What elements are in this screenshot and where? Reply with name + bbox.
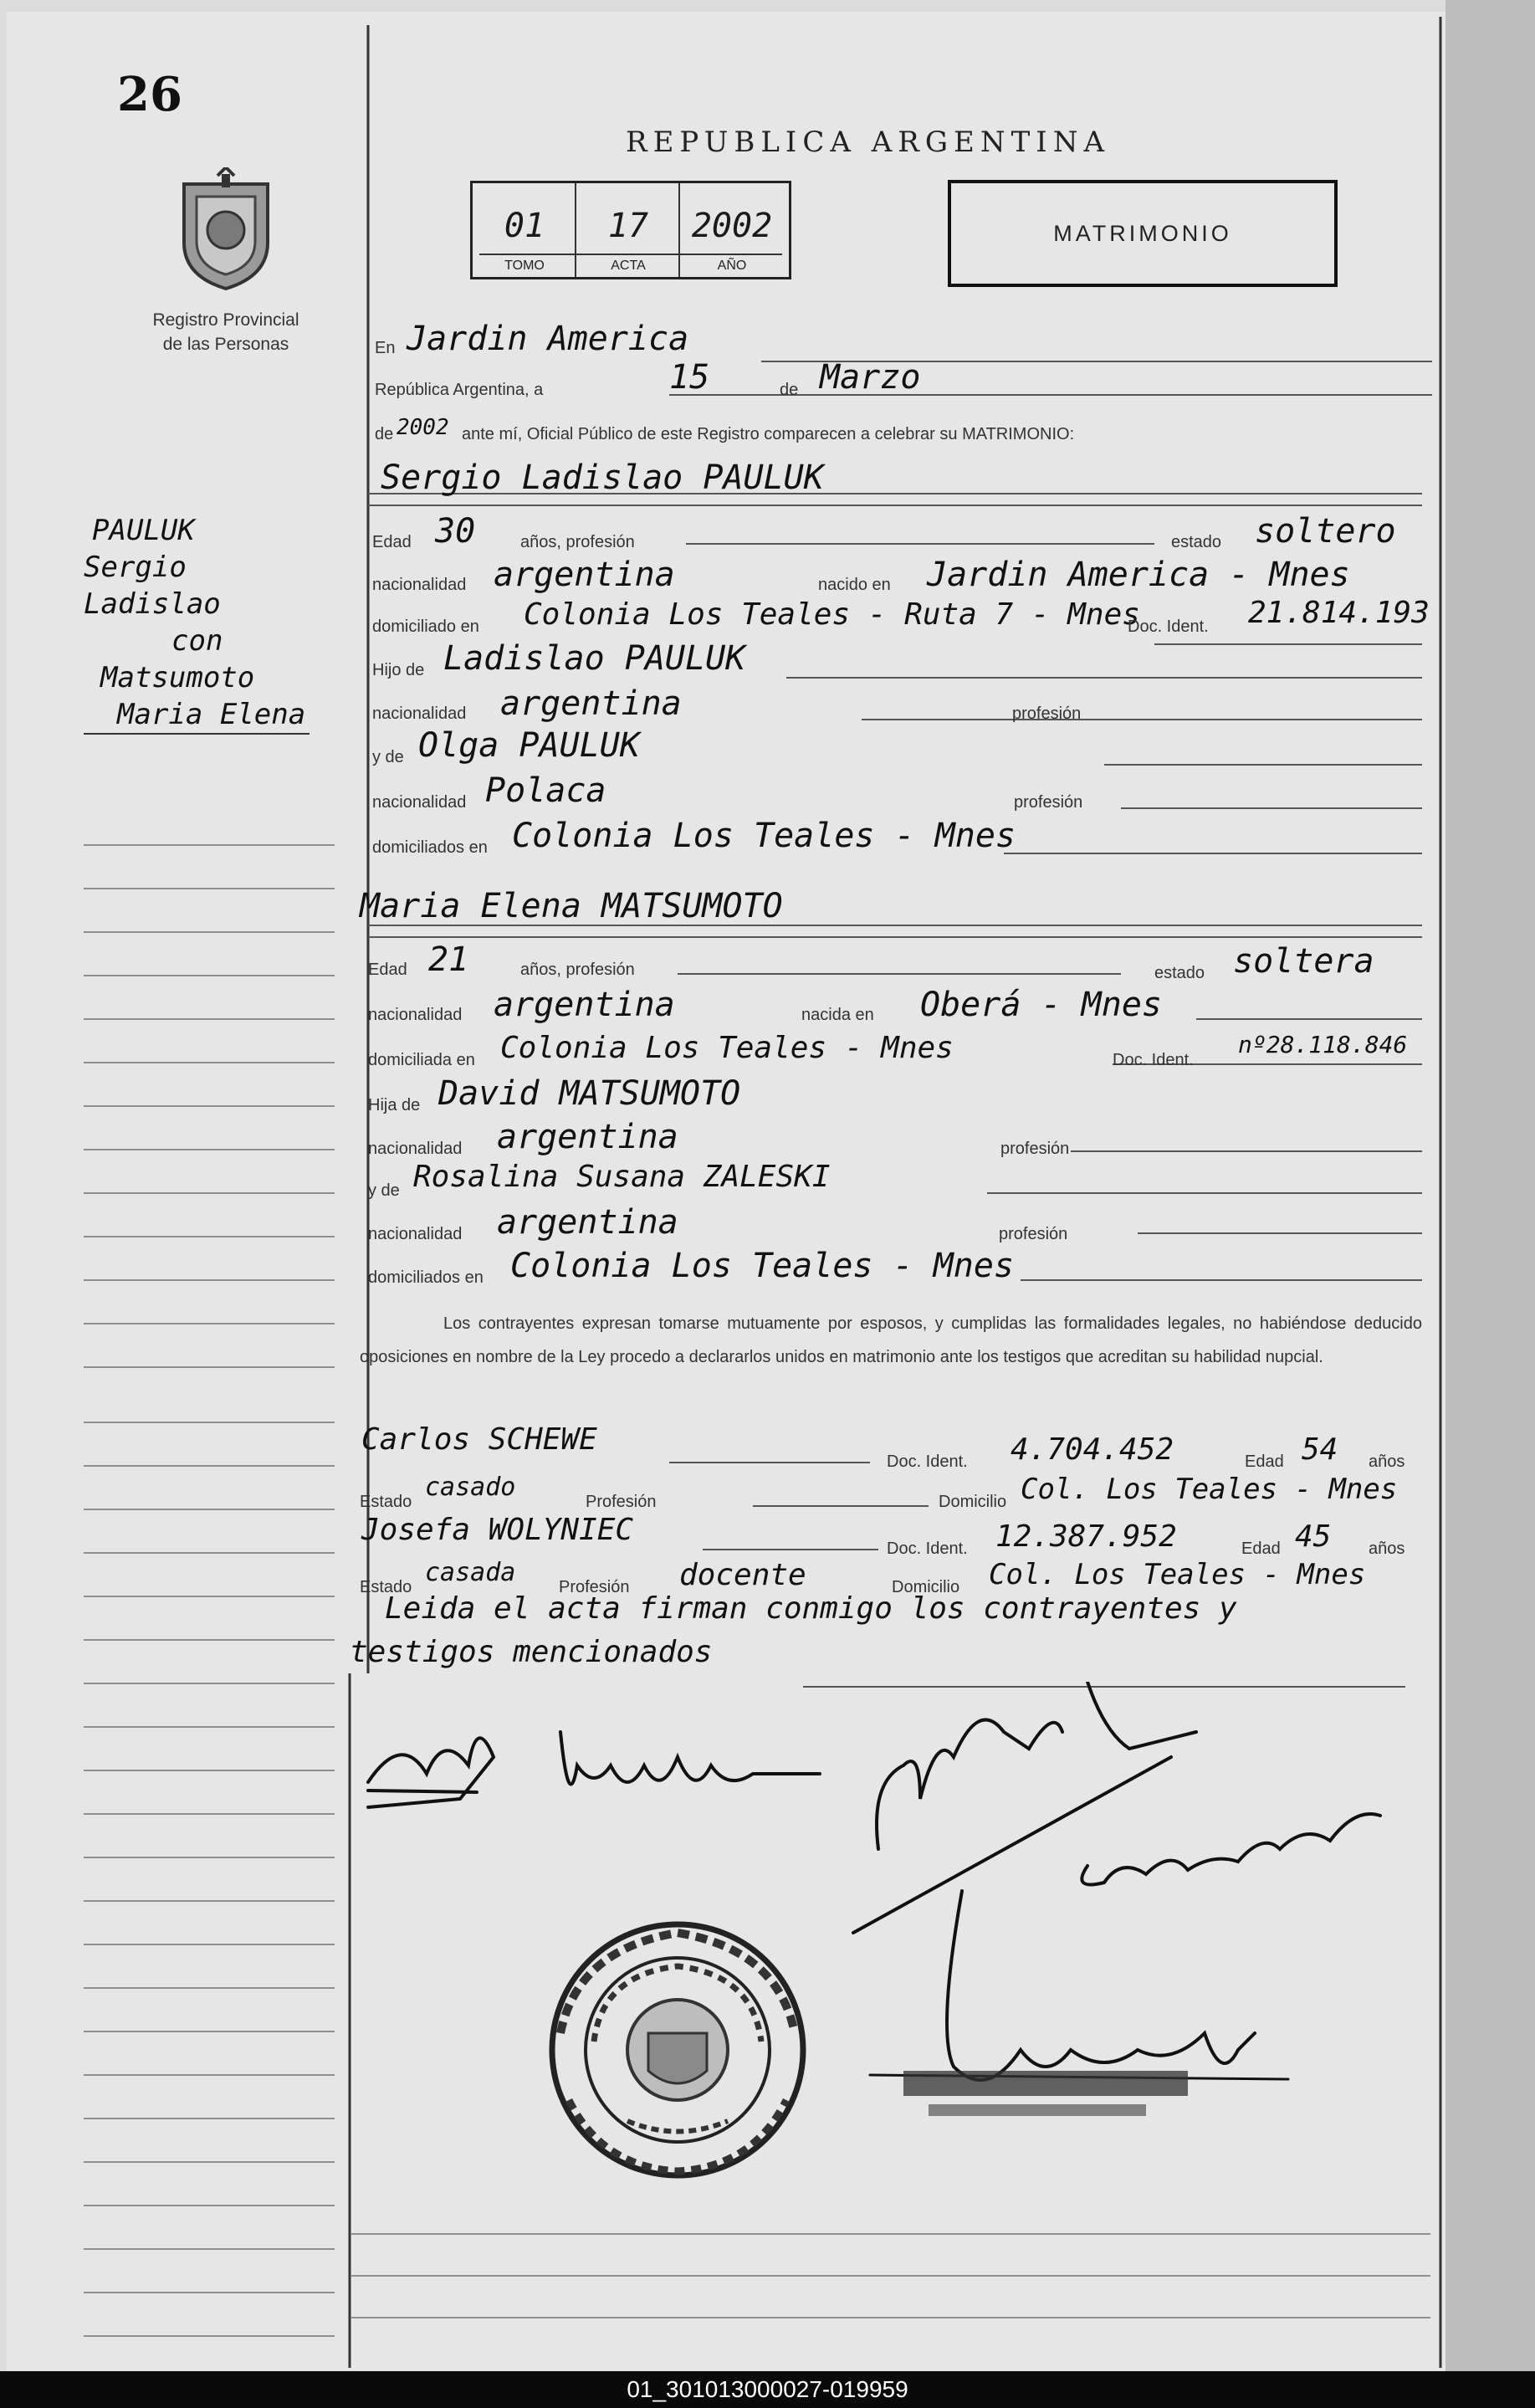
signature-scribble-1 [368,1738,494,1807]
bride-edad: 21 [428,940,469,979]
date-day: 15 [669,358,710,397]
groom-dom-label: domiciliado en [372,617,479,636]
official-stamp-subbar [929,2104,1146,2116]
acta-label: ACTA [611,259,646,273]
closing-line-1: Leida el acta firman conmigo los contrayentes y [385,1591,1237,1626]
groom-madre-prof-label: profesión [1014,793,1083,812]
bride-edad-label: Edad [368,961,407,979]
groom-anos-label: años, profesión [520,533,635,551]
signature-3-tail [1087,1682,1196,1749]
registry-line-2: de las Personas [162,335,289,354]
margin-note-line: PAULUK [92,514,195,547]
witness2-doc: 12.387.952 [995,1519,1177,1554]
closing-line-2: testigos mencionados [350,1635,713,1669]
groom-domicilio: Colonia Los Teales - Ruta 7 - Mnes [524,597,1140,632]
witness2-domicilio: Col. Los Teales - Mnes [989,1558,1366,1591]
bride-madre-nac-label: nacionalidad [368,1225,463,1243]
bride-padre: David MATSUMOTO [438,1074,741,1113]
date-de: de [780,381,799,399]
groom-doc: 21.814.193 [1248,596,1430,630]
acta-value: 17 [607,207,649,245]
witness2-edad-label: Edad [1241,1540,1281,1558]
witness1-edad: 54 [1302,1432,1338,1467]
bride-padre-nac-label: nacionalidad [368,1140,463,1158]
groom-domp-label: domiciliados en [372,838,488,857]
groom-padre-prof-label: profesión [1012,704,1082,723]
signatures-area [351,1682,1439,2201]
year-prefix: de [375,425,394,443]
witness1-estado: casado [425,1473,516,1502]
label-divider [479,254,782,255]
bride-estado: soltera [1233,942,1374,981]
bride-padre-prof-label: profesión [1000,1140,1070,1158]
signature-3-stroke [853,1757,1171,1933]
groom-padre-nac: argentina [500,684,682,723]
signature-2 [560,1732,820,1785]
witness1-prof-label: Profesión [586,1493,657,1511]
groom-edad-label: Edad [372,533,412,551]
groom-padre: Ladislao PAULUK [443,639,746,678]
witness1-doc: 4.704.452 [1011,1432,1174,1467]
groom-domp: Colonia Los Teales - Mnes [512,817,1016,855]
groom-name: Sergio Ladislao PAULUK [381,459,824,497]
groom-estado-label: estado [1171,533,1222,551]
margin-note-line: Sergio Ladislao [84,551,221,621]
groom-madre: Olga PAULUK [418,726,640,765]
registry-line-1: Registro Provincial [152,310,299,330]
witness2-prof-label: Profesión [559,1578,630,1596]
record-number-box [470,181,791,279]
place-value: Jardin America [407,320,689,358]
date-month: Marzo [820,358,921,397]
date-prefix: República Argentina, a [375,381,544,399]
official-seal-icon [552,1924,803,2175]
witness1-dom-label: Domicilio [939,1493,1007,1511]
margin-note-line: Maria Elena [84,696,310,735]
signature-3 [877,1719,1062,1849]
bride-hija-label: Hija de [368,1096,421,1114]
tomo-label: TOMO [504,259,545,273]
bride-padre-nac: argentina [497,1118,678,1156]
bride-doc: nº28.118.846 [1238,1031,1408,1058]
bride-anos-label: años, profesión [520,961,635,979]
witness2-doc-label: Doc. Ident. [887,1540,968,1558]
year-line-text: ante mí, Oficial Público de este Registro comparecen a celebrar su MATRIMONIO: [462,425,1075,443]
margin-note-line: Matsumoto [100,661,255,694]
witness2-edad: 45 [1295,1519,1332,1554]
bride-madre-nac: argentina [497,1203,678,1242]
groom-doc-label: Doc. Ident. [1128,617,1209,636]
signature-scribble-2 [368,1791,477,1792]
witness1-doc-label: Doc. Ident. [887,1452,968,1471]
bride-madre-prof-label: profesión [999,1225,1068,1243]
bride-nacionalidad: argentina [494,986,675,1024]
bride-doc-label: Doc. Ident. [1113,1051,1194,1069]
ano-label: AÑO [717,259,747,273]
document-title: REPUBLICA ARGENTINA [626,126,1111,159]
signature-carlos [1082,1814,1380,1885]
marriage-statement: Los contrayentes expresan tomarse mutuamente por esposos, y cumplidas las formalidades legales, no habiéndose deducido oposiciones en nombre de la Ley procedo a declararlos unidos en matrimonio ante los testigos que acreditan su habilidad nupcial. [360,1314,1422,1366]
bride-estado-label: estado [1154,964,1205,982]
bride-domp-label: domiciliados en [368,1268,484,1287]
witness2-dom-label: Domicilio [892,1578,960,1596]
groom-yde-label: y de [372,748,404,766]
year-value: 2002 [397,415,449,440]
bride-madre: Rosalina Susana ZALESKI [413,1160,831,1194]
groom-nacido-label: nacido en [818,576,891,594]
groom-padre-nac-label: nacionalidad [372,704,467,723]
bride-yde-label: y de [368,1181,400,1200]
groom-nac-label: nacionalidad [372,576,467,594]
signature-5 [947,1891,1255,2080]
groom-madre-nac-label: nacionalidad [372,793,467,812]
bride-nacida: Oberá - Mnes [920,986,1162,1024]
bride-nacida-label: nacida en [801,1006,874,1024]
witness1-anos-label: años [1369,1452,1405,1471]
image-id-footer: 01_301013000027-019959 [0,2371,1535,2408]
bride-name: Maria Elena MATSUMOTO [360,887,783,925]
groom-nacido: Jardin America - Mnes [927,556,1350,594]
tomo-value: 01 [504,207,545,245]
witness2-anos-label: años [1369,1540,1405,1558]
witness2-profesion: docente [679,1558,806,1592]
witness1-domicilio: Col. Los Teales - Mnes [1021,1473,1398,1506]
groom-edad: 30 [435,512,476,551]
margin-note-line: con [171,624,223,658]
margin-note [84,512,335,735]
provincial-crest-icon [171,167,280,293]
place-prefix: En [375,339,396,357]
witness2-estado-label: Estado [360,1578,412,1596]
page-number: 26 [117,67,182,122]
record-type-box: MATRIMONIO [948,180,1338,287]
witness2-name: Josefa WOLYNIEC [361,1513,634,1547]
groom-madre-nac: Polaca [485,771,606,810]
witness1-edad-label: Edad [1245,1452,1284,1471]
bride-nac-label: nacionalidad [368,1006,463,1024]
witness1-estado-label: Estado [360,1493,412,1511]
registry-name [125,308,326,356]
groom-estado: soltero [1255,512,1396,551]
witness1-name: Carlos SCHEWE [361,1422,597,1457]
witness2-estado: casada [425,1558,516,1587]
ano-value: 2002 [691,207,773,245]
bride-dom-label: domiciliada en [368,1051,475,1069]
groom-hijo-label: Hijo de [372,661,425,679]
bride-domp: Colonia Los Teales - Mnes [510,1247,1015,1285]
bride-domicilio: Colonia Los Teales - Mnes [500,1031,954,1065]
official-stamp-bar [903,2071,1188,2096]
groom-nacionalidad: argentina [494,556,675,594]
